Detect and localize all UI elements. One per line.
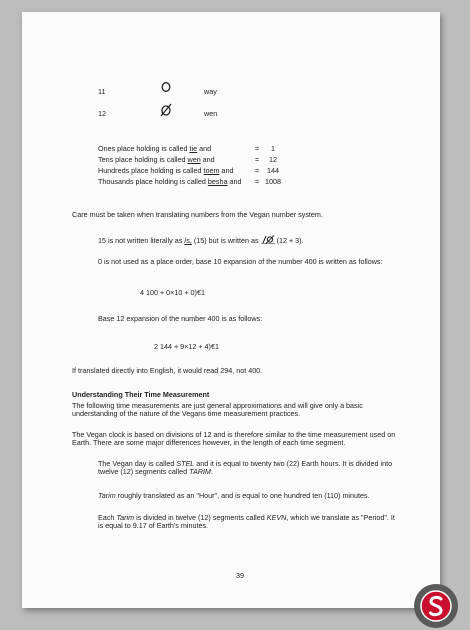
place-label: Thousands place holding is called besha and xyxy=(98,177,242,186)
place-value: 144 xyxy=(267,166,279,175)
vegan-numeral-15-glyph xyxy=(261,235,275,244)
digit-number: 11 xyxy=(98,87,106,96)
paragraph-vegan-clock: The Vegan clock is based on divisions of 12 and is therefore similar to the time measurement used on Earth. There are some major differences however, in the length of each time segment. xyxy=(72,430,396,448)
equals-sign: = xyxy=(255,144,260,153)
digit-name: way xyxy=(204,87,217,96)
translation-sentence: If translated directly into English, it would read 294, not 400. xyxy=(72,366,263,375)
example-15: 15 is not written literally as /s, (15) but is written as (12 + 3). xyxy=(98,236,304,245)
digit-name: wen xyxy=(204,109,218,118)
section-heading: Understanding Their Time Measurement xyxy=(72,390,210,399)
digit-number: 12 xyxy=(98,109,106,118)
base12-sentence: Base 12 expansion of the number 400 is as follows: xyxy=(98,314,263,323)
place-label: Tens place holding is called wen and xyxy=(98,155,215,164)
paragraph-tarim: Tarim roughly translated as an "Hour", and is equal to one hundred ten (110) minutes. xyxy=(98,491,370,500)
document-page xyxy=(22,12,440,608)
vegan-digit-12-glyph xyxy=(158,102,174,118)
place-value: 1008 xyxy=(265,177,281,186)
place-label: Hundreds place holding is called toem and xyxy=(98,166,234,175)
watermark-logo-icon xyxy=(412,582,460,630)
paragraph-vegan-day: The Vegan day is called STEL and it is equal to twenty two (22) Earth hours. It is divided into twelve (12) segments called TARIM. xyxy=(98,459,393,477)
base10-expansion: 4 100 + 0×10 + 0)€1 xyxy=(140,288,205,297)
paragraph-approximations: The following time measurements are just general approximations and will give only a basic understanding of the nature of the Vegans time measurement practices. xyxy=(72,401,363,419)
base12-expansion: 2 144 + 9×12 + 4)€1 xyxy=(154,342,219,351)
place-value: 12 xyxy=(269,155,277,164)
equals-sign: = xyxy=(255,166,260,175)
page-number: 39 xyxy=(236,571,244,580)
paragraph-kevn: Each Tarim is divided in twelve (12) segments called KEVN, which we translate as "Period". It is equal to 9.17 of Earth's minutes. xyxy=(98,513,395,531)
zero-sentence: 0 is not used as a place order, base 10 expansion of the number 400 is written as follows: xyxy=(98,257,383,266)
vegan-digit-11-glyph xyxy=(160,81,172,93)
place-value: 1 xyxy=(271,144,275,153)
equals-sign: = xyxy=(255,155,260,164)
equals-sign: = xyxy=(255,177,260,186)
care-sentence: Care must be taken when translating numbers from the Vegan number system. xyxy=(72,210,323,219)
place-label: Ones place holding is called tie and xyxy=(98,144,212,153)
